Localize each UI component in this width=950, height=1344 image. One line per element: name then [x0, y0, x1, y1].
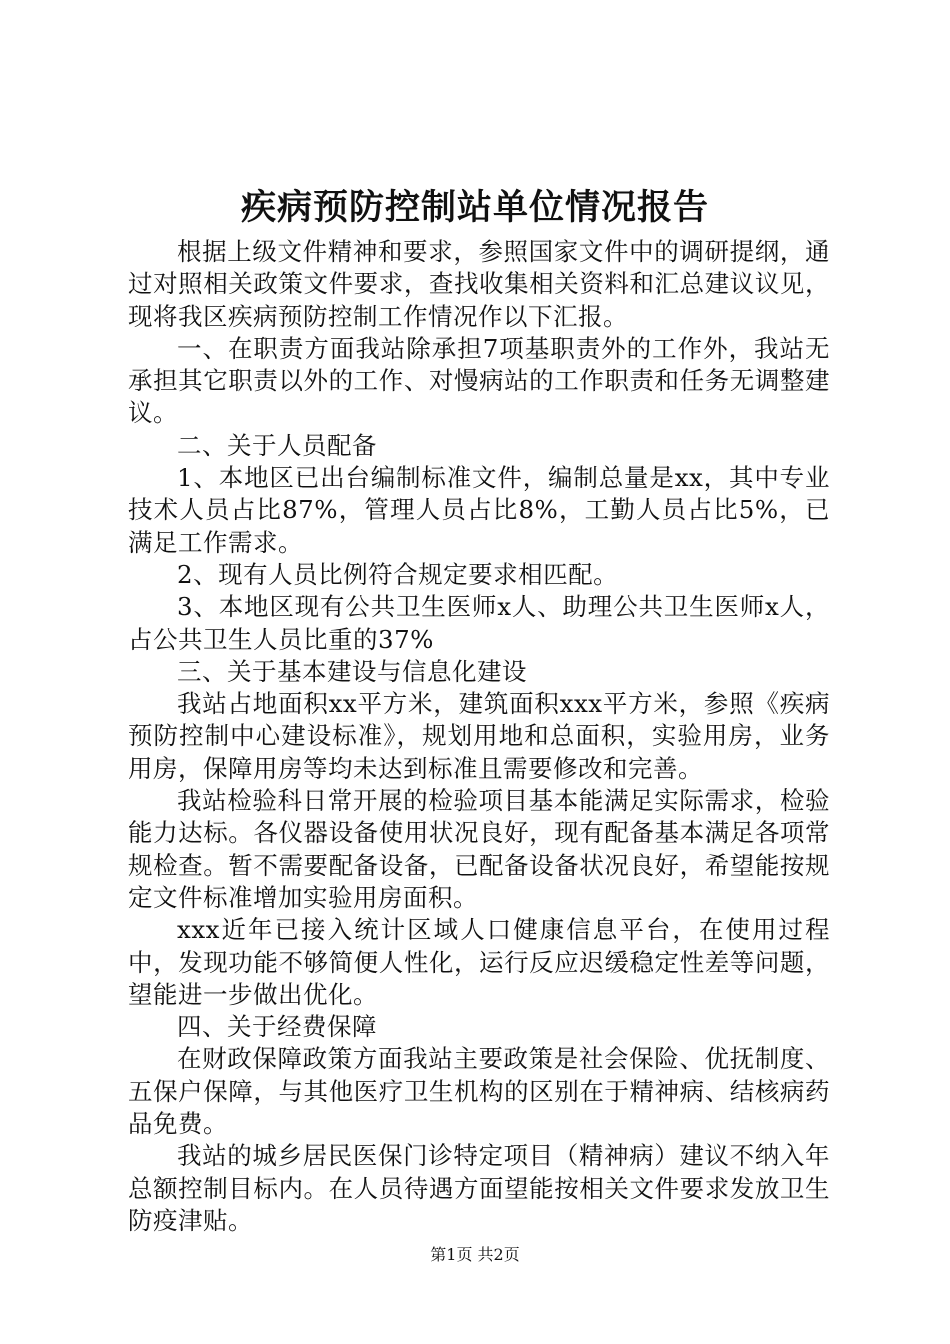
paragraph-infrastructure-2: 我站检验科日常开展的检验项目基本能满足实际需求，检验能力达标。各仪器设备使用状况良好，现有配备基本满足各项常规检查。暂不需要配备设备，已配备设备状况良好，希望能按规定文件标准增加实验用房面积。 [128, 786, 830, 912]
paragraph-staffing-1: 1、本地区已出台编制标准文件，编制总量是xx，其中专业技术人员占比87%，管理人员占比8%，工勤人员占比5%，已满足工作需求。 [128, 463, 830, 557]
paragraph-infrastructure-1: 我站占地面积xx平方米，建筑面积xxx平方米，参照《疾病预防控制中心建设标准》，规划用地和总面积，实验用房，业务用房，保障用房等均未达到标准且需要修改和完善。 [128, 689, 830, 783]
paragraph-staffing-3: 3、本地区现有公共卫生医师x人、助理公共卫生医师x人，占公共卫生人员比重的37% [128, 592, 830, 654]
section-heading-funding: 四、关于经费保障 [177, 1012, 377, 1042]
paragraph-funding-1: 在财政保障政策方面我站主要政策是社会保险、优抚制度、五保户保障，与其他医疗卫生机构的区别在于精神病、结核病药品免费。 [128, 1044, 830, 1139]
paragraph-funding-2: 我站的城乡居民医保门诊特定项目（精神病）建议不纳入年总额控制目标内。在人员待遇方面望能按相关文件要求发放卫生防疫津贴。 [128, 1141, 830, 1235]
paragraph-duties: 一、在职责方面我站除承担7项基职责外的工作外，我站无承担其它职责以外的工作、对慢病站的工作职责和任务无调整建议。 [128, 333, 830, 428]
document-body [128, 236, 830, 1237]
section-heading-staffing: 二、关于人员配备 [177, 430, 377, 460]
paragraph-infrastructure-3: xxx近年已接入统计区域人口健康信息平台，在使用过程中，发现功能不够简便人性化，运行反应迟缓稳定性差等问题，望能进一步做出优化。 [128, 915, 830, 1009]
section-heading-infrastructure: 三、关于基本建设与信息化建设 [177, 656, 527, 686]
paragraph-intro: 根据上级文件精神和要求，参照国家文件中的调研提纲，通过对照相关政策文件要求，查找收集相关资料和汇总建议议见，现将我区疾病预防控制工作情况作以下汇报。 [128, 237, 830, 331]
page-footer: 第1页 共2页 [430, 1245, 520, 1264]
paragraph-staffing-2: 2、现有人员比例符合规定要求相匹配。 [177, 559, 619, 589]
document-title: 疾病预防控制站单位情况报告 [240, 187, 709, 228]
